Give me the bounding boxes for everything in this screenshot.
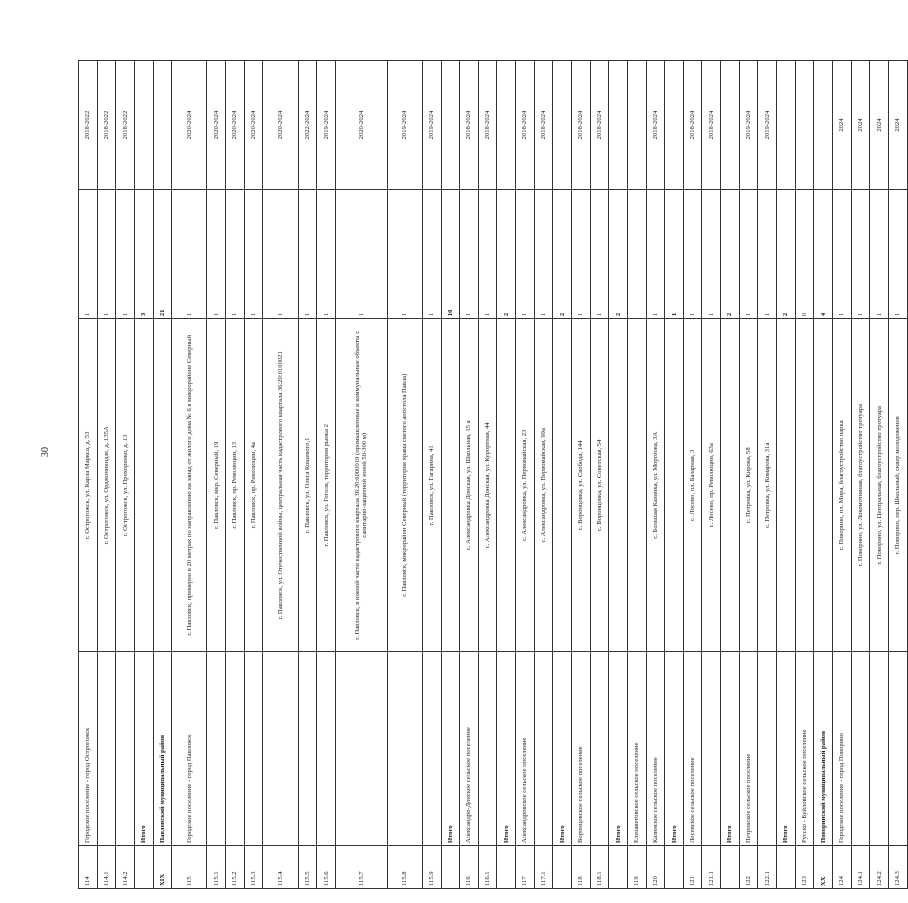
cell-address: г. Поворино, ул. Центральная, благоустройство тротуара bbox=[870, 319, 889, 652]
cell-address: с. Воронцовка, ул. Свобода, 144 bbox=[571, 319, 590, 652]
table-row bbox=[226, 61, 245, 889]
cell-number: 122 bbox=[739, 846, 758, 889]
cell-period: 2018-2022 bbox=[116, 61, 135, 190]
cell-quantity: 1 bbox=[851, 190, 870, 319]
cell-address: с. Лосево, пл. Базарная, 3 bbox=[683, 319, 702, 652]
cell-municipality: Поворинский муниципальный район bbox=[814, 652, 833, 846]
cell-number bbox=[665, 846, 684, 889]
table-row bbox=[441, 61, 460, 889]
cell-period bbox=[153, 61, 172, 190]
table-row bbox=[422, 61, 441, 889]
cell-quantity: 1 bbox=[79, 190, 98, 319]
cell-period: 2018-2024 bbox=[590, 61, 609, 190]
cell-quantity: 2 bbox=[721, 190, 740, 319]
cell-number: 117.1 bbox=[534, 846, 553, 889]
cell-number bbox=[441, 846, 460, 889]
table-row bbox=[646, 61, 665, 889]
cell-municipality: Александровское сельское поселение bbox=[516, 652, 535, 846]
cell-municipality bbox=[478, 652, 497, 846]
cell-quantity bbox=[627, 190, 646, 319]
cell-quantity: 1 bbox=[870, 190, 889, 319]
table-row bbox=[153, 61, 172, 889]
cell-quantity: 2 bbox=[553, 190, 572, 319]
cell-period bbox=[553, 61, 572, 190]
cell-number: 114.1 bbox=[97, 846, 116, 889]
cell-number: 115.2 bbox=[226, 846, 245, 889]
cell-municipality: Городское поселение - город Павловск bbox=[172, 652, 207, 846]
cell-municipality: Итого bbox=[553, 652, 572, 846]
cell-address: с. Воронцовка, ул. Советская, 54 bbox=[590, 319, 609, 652]
cell-quantity: 1 bbox=[590, 190, 609, 319]
table-row bbox=[79, 61, 98, 889]
cell-period bbox=[134, 61, 153, 190]
table-row bbox=[665, 61, 684, 889]
cell-address bbox=[627, 319, 646, 652]
cell-period: 2020-2024 bbox=[172, 61, 207, 190]
table-row bbox=[97, 61, 116, 889]
cell-address bbox=[497, 319, 516, 652]
table-row bbox=[207, 61, 226, 889]
cell-quantity: 1 bbox=[758, 190, 777, 319]
cell-quantity: 1 bbox=[172, 190, 207, 319]
table-row bbox=[534, 61, 553, 889]
cell-municipality: Петровское сельское поселение bbox=[739, 652, 758, 846]
cell-municipality bbox=[534, 652, 553, 846]
table-row bbox=[497, 61, 516, 889]
cell-period bbox=[497, 61, 516, 190]
table-row bbox=[460, 61, 479, 889]
cell-quantity: 0 bbox=[795, 190, 814, 319]
cell-quantity: 1 bbox=[571, 190, 590, 319]
cell-period: 2022-2024 bbox=[298, 61, 317, 190]
cell-quantity: 1 bbox=[739, 190, 758, 319]
table-row bbox=[777, 61, 796, 889]
cell-period: 2019-2024 bbox=[422, 61, 441, 190]
cell-address: г. Павловск, ул. Отечественной войны, центральная часть кадастрового квартала 36:20:0100021 bbox=[263, 319, 298, 652]
table-row bbox=[387, 61, 422, 889]
cell-period: 2018-2024 bbox=[571, 61, 590, 190]
cell-municipality: Воронцовское сельское поселение bbox=[571, 652, 590, 846]
table-row bbox=[721, 61, 740, 889]
cell-period: 2018-2022 bbox=[97, 61, 116, 190]
cell-number bbox=[721, 846, 740, 889]
cell-address: г. Павловск, в южной части кадастрового квартала 36:20:6000019 (промышленные и коммунальные объекты с санитарно-защитной зоной 50-300 м) bbox=[335, 319, 387, 652]
cell-quantity: 1 bbox=[646, 190, 665, 319]
cell-period: 2018-2024 bbox=[683, 61, 702, 190]
cell-number: 116.1 bbox=[478, 846, 497, 889]
cell-municipality: Итого bbox=[777, 652, 796, 846]
cell-address: г. Павловск, микрорайон Северный (территория храма святого апостола Павла) bbox=[387, 319, 422, 652]
cell-quantity: 1 bbox=[317, 190, 336, 319]
cell-number: 115.5 bbox=[298, 846, 317, 889]
cell-period: 2020-2024 bbox=[263, 61, 298, 190]
cell-municipality bbox=[317, 652, 336, 846]
cell-period bbox=[814, 61, 833, 190]
cell-address: г. Поворино, пер. Школьный, сквер молодоженов bbox=[888, 319, 907, 652]
cell-period: 2024 bbox=[851, 61, 870, 190]
cell-address bbox=[665, 319, 684, 652]
cell-period: 2024 bbox=[832, 61, 851, 190]
cell-number: 123 bbox=[795, 846, 814, 889]
table-row bbox=[134, 61, 153, 889]
cell-address: г. Павловск, пр. Революции, 4а bbox=[244, 319, 263, 652]
cell-number: 114 bbox=[79, 846, 98, 889]
cell-number: 124 bbox=[832, 846, 851, 889]
cell-number bbox=[609, 846, 628, 889]
cell-address bbox=[721, 319, 740, 652]
cell-number: 124.2 bbox=[870, 846, 889, 889]
cell-number bbox=[777, 846, 796, 889]
cell-period bbox=[795, 61, 814, 190]
cell-period: 2020-2024 bbox=[226, 61, 245, 190]
cell-municipality bbox=[116, 652, 135, 846]
cell-number: 115.6 bbox=[317, 846, 336, 889]
cell-address: г. Острогожск, ул. Карла Маркса, д. 53 bbox=[79, 319, 98, 652]
table-row bbox=[739, 61, 758, 889]
cell-period: 2019-2024 bbox=[758, 61, 777, 190]
cell-quantity: 1 bbox=[226, 190, 245, 319]
cell-address bbox=[553, 319, 572, 652]
cell-address: с. Большая Казинка, ул. Морозова, 3А bbox=[646, 319, 665, 652]
cell-municipality bbox=[870, 652, 889, 846]
cell-quantity: 3 bbox=[134, 190, 153, 319]
table-row bbox=[516, 61, 535, 889]
cell-address: с. Петровка, ул. Кирова, 58 bbox=[739, 319, 758, 652]
table-row bbox=[870, 61, 889, 889]
cell-number: 115.3 bbox=[244, 846, 263, 889]
cell-municipality bbox=[387, 652, 422, 846]
cell-municipality bbox=[702, 652, 721, 846]
cell-municipality: Елизаветовское сельское поселение bbox=[627, 652, 646, 846]
cell-quantity: 2 bbox=[777, 190, 796, 319]
cell-period bbox=[441, 61, 460, 190]
cell-quantity: 1 bbox=[478, 190, 497, 319]
cell-number: 119 bbox=[627, 846, 646, 889]
cell-number bbox=[134, 846, 153, 889]
cell-quantity: 1 bbox=[534, 190, 553, 319]
cell-municipality bbox=[758, 652, 777, 846]
cell-address: г. Острогожск, ул. Прохоренко, д. 13 bbox=[116, 319, 135, 652]
cell-address bbox=[441, 319, 460, 652]
cell-period: 2020-2024 bbox=[335, 61, 387, 190]
cell-municipality bbox=[263, 652, 298, 846]
cell-address: с. Александровка Донская, ул. Школьная, 15 а bbox=[460, 319, 479, 652]
cell-period: 2018-2024 bbox=[534, 61, 553, 190]
cell-number: 116 bbox=[460, 846, 479, 889]
cell-period: 2024 bbox=[870, 61, 889, 190]
cell-address: г. Павловск, пр. Революции, 13 bbox=[226, 319, 245, 652]
cell-address: г. Павловск, мкр. Северный, 19 bbox=[207, 319, 226, 652]
cell-municipality: Итого bbox=[609, 652, 628, 846]
table-row bbox=[758, 61, 777, 889]
cell-address: с. Александровка Донская, ул. Курортная, 44 bbox=[478, 319, 497, 652]
cell-period: 2019-2024 bbox=[387, 61, 422, 190]
cell-address bbox=[795, 319, 814, 652]
cell-number bbox=[553, 846, 572, 889]
cell-address: г. Павловск, ул. Гоголя, территория рынка 2 bbox=[317, 319, 336, 652]
cell-municipality: Городское поселение - город Поворино bbox=[832, 652, 851, 846]
cell-period: 2018-2024 bbox=[646, 61, 665, 190]
table-row bbox=[116, 61, 135, 889]
cell-period: 2018-2024 bbox=[478, 61, 497, 190]
cell-municipality: Итого bbox=[441, 652, 460, 846]
cell-municipality bbox=[244, 652, 263, 846]
cell-period: 2018-2022 bbox=[79, 61, 98, 190]
cell-number: 124.3 bbox=[888, 846, 907, 889]
cell-period: 2018-2024 bbox=[702, 61, 721, 190]
cell-quantity: 2 bbox=[609, 190, 628, 319]
table-row bbox=[590, 61, 609, 889]
cell-municipality: Лосевское сельское поселение bbox=[683, 652, 702, 846]
cell-number bbox=[497, 846, 516, 889]
cell-quantity: 1 bbox=[116, 190, 135, 319]
cell-municipality: Казинское сельское поселение bbox=[646, 652, 665, 846]
cell-quantity: 1 bbox=[832, 190, 851, 319]
table-row bbox=[609, 61, 628, 889]
page-number: 30 bbox=[40, 447, 51, 457]
cell-address: г. Острогожск, ул. Орджоникидзе, д. 135А bbox=[97, 319, 116, 652]
cell-number: 115.4 bbox=[263, 846, 298, 889]
cell-quantity: 1 bbox=[516, 190, 535, 319]
cell-quantity: 1 bbox=[298, 190, 317, 319]
table-row bbox=[571, 61, 590, 889]
table-row bbox=[851, 61, 870, 889]
cell-quantity: 1 bbox=[460, 190, 479, 319]
cell-quantity: 1 bbox=[263, 190, 298, 319]
table-row bbox=[702, 61, 721, 889]
cell-number: 115.7 bbox=[335, 846, 387, 889]
cell-address bbox=[777, 319, 796, 652]
table-row bbox=[478, 61, 497, 889]
table-row bbox=[888, 61, 907, 889]
cell-municipality: Итого bbox=[497, 652, 516, 846]
cell-quantity: 1 bbox=[665, 190, 684, 319]
cell-period: 2020-2024 bbox=[244, 61, 263, 190]
cell-period bbox=[777, 61, 796, 190]
cell-quantity: 1 bbox=[335, 190, 387, 319]
table-row bbox=[683, 61, 702, 889]
cell-address: с. Александровка, ул. Первомайская, 23 bbox=[516, 319, 535, 652]
cell-address: с. Петровка, ул. Комарова, 31а bbox=[758, 319, 777, 652]
cell-municipality bbox=[335, 652, 387, 846]
cell-number: 124.1 bbox=[851, 846, 870, 889]
table-row bbox=[795, 61, 814, 889]
cell-number: 115.9 bbox=[422, 846, 441, 889]
cell-municipality: Павловский муниципальный район bbox=[153, 652, 172, 846]
registry-table-body bbox=[79, 61, 908, 889]
cell-address: г. Поворино, ул. Локомотивная, благоустройство тротуара bbox=[851, 319, 870, 652]
cell-number: 115.8 bbox=[387, 846, 422, 889]
cell-quantity: 1 bbox=[207, 190, 226, 319]
cell-municipality bbox=[851, 652, 870, 846]
cell-address: г. Павловск, примерно в 20 метрах по направлению на запад от жилого дома № 6 в микрорайоне Северный bbox=[172, 319, 207, 652]
cell-number: 115 bbox=[172, 846, 207, 889]
cell-quantity: 1 bbox=[244, 190, 263, 319]
table-row bbox=[832, 61, 851, 889]
cell-number: 115.1 bbox=[207, 846, 226, 889]
cell-address bbox=[814, 319, 833, 652]
cell-period bbox=[721, 61, 740, 190]
cell-quantity: 2 bbox=[497, 190, 516, 319]
cell-municipality bbox=[298, 652, 317, 846]
cell-municipality: Городское поселение - город Острогожск bbox=[79, 652, 98, 846]
table-row bbox=[317, 61, 336, 889]
cell-municipality bbox=[207, 652, 226, 846]
cell-period bbox=[609, 61, 628, 190]
cell-municipality: Русско - Буйловское сельское поселение bbox=[795, 652, 814, 846]
registry-table bbox=[78, 60, 908, 889]
cell-number: 121.1 bbox=[702, 846, 721, 889]
cell-number: 114.2 bbox=[116, 846, 135, 889]
cell-address: с. Лосево, пр. Революции, 63а bbox=[702, 319, 721, 652]
cell-quantity: 1 bbox=[702, 190, 721, 319]
cell-municipality bbox=[226, 652, 245, 846]
cell-number: 118 bbox=[571, 846, 590, 889]
table-row bbox=[335, 61, 387, 889]
cell-period: 2024 bbox=[888, 61, 907, 190]
cell-address: г. Павловск, ул. Олега Кошевого,1 bbox=[298, 319, 317, 652]
cell-period: 2019-2024 bbox=[317, 61, 336, 190]
table-row bbox=[263, 61, 298, 889]
cell-address: г. Павловск, ул. Гагарина, 41 bbox=[422, 319, 441, 652]
cell-address: г. Поворино, пл. Мира, благоустройство парка bbox=[832, 319, 851, 652]
table-row bbox=[244, 61, 263, 889]
cell-period: 2020-2024 bbox=[207, 61, 226, 190]
cell-number: XIX bbox=[153, 846, 172, 889]
cell-municipality: Итого bbox=[721, 652, 740, 846]
cell-number: 122.1 bbox=[758, 846, 777, 889]
cell-municipality bbox=[888, 652, 907, 846]
cell-number: XX bbox=[814, 846, 833, 889]
table-row bbox=[553, 61, 572, 889]
rotated-table-container bbox=[78, 60, 902, 889]
cell-quantity: 1 bbox=[683, 190, 702, 319]
cell-period: 2018-2024 bbox=[460, 61, 479, 190]
cell-address: с. Александровка, ул. Первомайская, 99а bbox=[534, 319, 553, 652]
cell-number: 121 bbox=[683, 846, 702, 889]
cell-address bbox=[134, 319, 153, 652]
table-row bbox=[627, 61, 646, 889]
table-row bbox=[814, 61, 833, 889]
cell-address bbox=[609, 319, 628, 652]
cell-number: 117 bbox=[516, 846, 535, 889]
cell-municipality bbox=[422, 652, 441, 846]
cell-municipality: Александро-Донское сельское поселение bbox=[460, 652, 479, 846]
cell-municipality: Итого bbox=[665, 652, 684, 846]
cell-municipality: Итого bbox=[134, 652, 153, 846]
cell-municipality bbox=[97, 652, 116, 846]
cell-period bbox=[665, 61, 684, 190]
cell-period bbox=[627, 61, 646, 190]
cell-period: 2018-2024 bbox=[516, 61, 535, 190]
cell-quantity: 1 bbox=[97, 190, 116, 319]
table-row bbox=[172, 61, 207, 889]
cell-quantity: 1 bbox=[888, 190, 907, 319]
cell-quantity: 1 bbox=[422, 190, 441, 319]
cell-quantity: 1 bbox=[387, 190, 422, 319]
cell-number: 120 bbox=[646, 846, 665, 889]
cell-quantity: 10 bbox=[441, 190, 460, 319]
table-row bbox=[298, 61, 317, 889]
cell-number: 118.1 bbox=[590, 846, 609, 889]
cell-address bbox=[153, 319, 172, 652]
cell-quantity: 21 bbox=[153, 190, 172, 319]
cell-quantity: 4 bbox=[814, 190, 833, 319]
cell-period: 2019-2024 bbox=[739, 61, 758, 190]
cell-municipality bbox=[590, 652, 609, 846]
